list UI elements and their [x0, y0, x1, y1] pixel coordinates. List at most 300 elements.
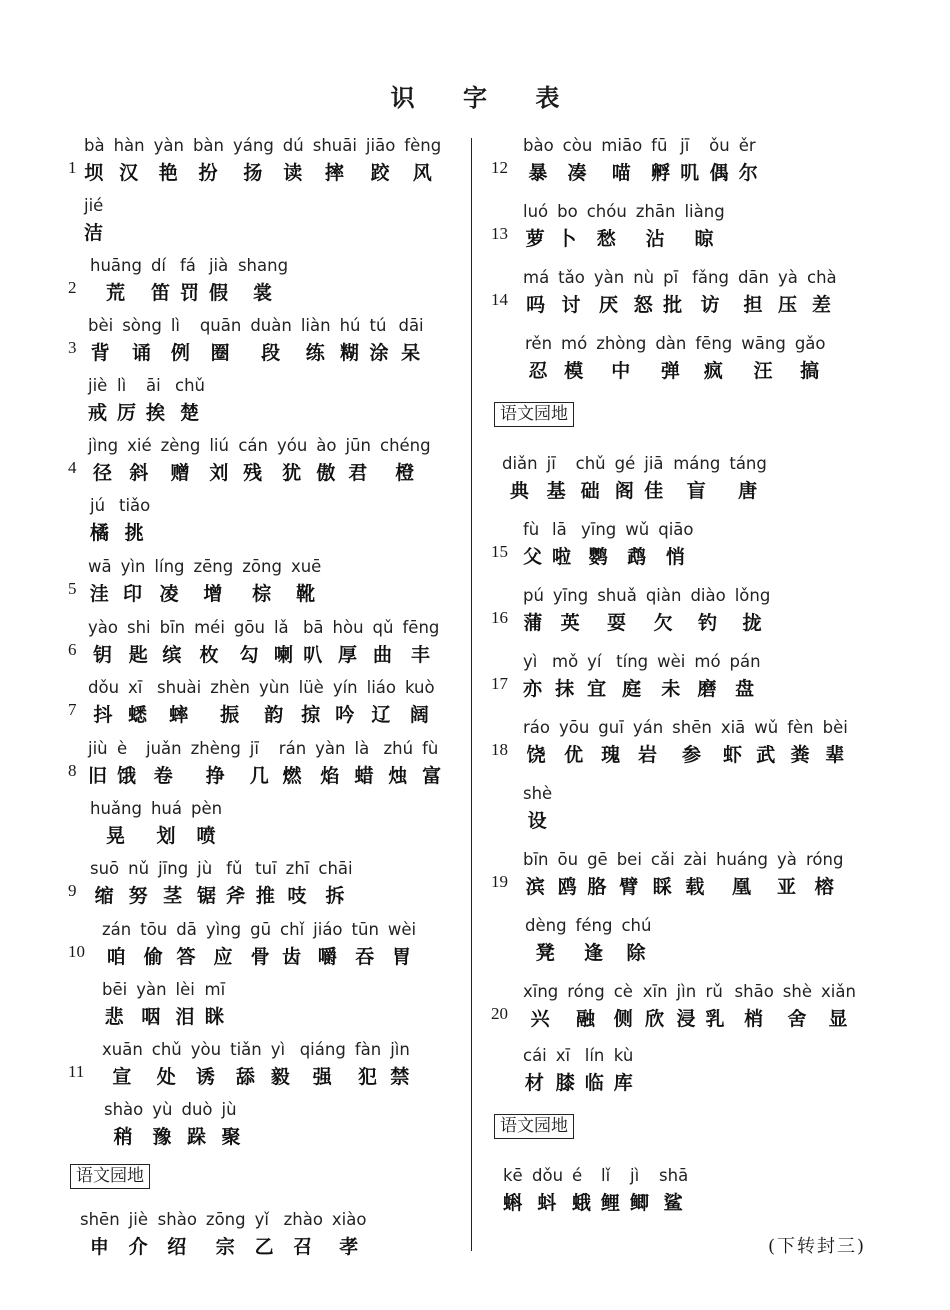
hanzi-character: 蝌: [503, 1192, 523, 1214]
hanzi-character: 楚: [179, 402, 199, 424]
pinyin: wèi: [387, 920, 417, 939]
hanzi-character: 刘: [209, 462, 229, 484]
hanzi-character: 基: [546, 480, 566, 502]
hanzi-character: 卷: [153, 765, 173, 787]
pinyin: chāi: [318, 859, 353, 878]
column-divider: [471, 138, 472, 1251]
hanzi-character: 滨: [525, 876, 545, 898]
hanzi-character: 叭: [303, 644, 323, 666]
lesson-number: 4: [68, 458, 77, 477]
pinyin: dǒu: [88, 678, 120, 697]
hanzi-character: 韵: [264, 704, 284, 726]
pinyin: fù: [523, 520, 540, 539]
hanzi-character: 风: [412, 162, 432, 184]
hanzi-character: 答: [176, 946, 196, 968]
hanzi-character: 汪: [753, 360, 773, 382]
hanzi-character: 父: [523, 546, 543, 568]
hanzi-character: 蟀: [169, 704, 189, 726]
pinyin: xuē: [290, 557, 322, 576]
pinyin: zhī: [285, 859, 310, 878]
pinyin: bào: [523, 136, 554, 155]
hanzi-character: 愁: [596, 228, 616, 250]
pinyin: lǒng: [734, 586, 771, 605]
hanzi-character: 缩: [94, 885, 114, 907]
lesson-number: 16: [491, 608, 508, 627]
hanzi-character: 弹: [660, 360, 680, 382]
pinyin: fá: [179, 256, 196, 275]
hanzi-character: 毅: [270, 1066, 290, 1088]
hanzi-character: 臂: [619, 876, 639, 898]
pinyin: lì: [117, 376, 127, 395]
pinyin: ǒu: [709, 136, 730, 155]
pinyin: pán: [729, 652, 761, 671]
pinyin: jiāo: [365, 136, 396, 155]
hanzi-character: 绍: [167, 1236, 187, 1258]
hanzi-character: 曲: [373, 644, 393, 666]
pinyin: shuāi: [312, 136, 357, 155]
pinyin: yì: [523, 652, 538, 671]
pinyin: shuài: [157, 678, 202, 697]
hanzi-character: 亚: [776, 876, 796, 898]
hanzi-character: 喇: [273, 644, 293, 666]
hanzi-character: 跤: [370, 162, 390, 184]
pinyin: táng: [729, 454, 767, 473]
hanzi-character: 处: [156, 1066, 176, 1088]
hanzi-character: 悄: [665, 546, 685, 568]
hanzi-character: 斜: [129, 462, 149, 484]
hanzi-character: 睬: [652, 876, 672, 898]
pinyin: bo: [557, 202, 578, 221]
hanzi-character: 咱: [106, 946, 126, 968]
hanzi-character: 英: [560, 612, 580, 634]
pinyin: jìn: [676, 982, 697, 1001]
pinyin: chà: [807, 268, 837, 287]
pinyin: là: [354, 739, 370, 758]
hanzi-character: 笛: [150, 282, 170, 304]
lesson-number: 18: [491, 740, 508, 759]
hanzi-character: 压: [778, 294, 798, 316]
hanzi-character: 焰: [320, 765, 340, 787]
pinyin: pī: [663, 268, 679, 287]
pinyin: féng: [575, 916, 613, 935]
hanzi-character: 跺: [186, 1126, 206, 1148]
hanzi-character: 差: [811, 294, 831, 316]
hanzi-character: 担: [743, 294, 763, 316]
pinyin: yìng: [205, 920, 242, 939]
pinyin: liàn: [300, 316, 331, 335]
lesson-number: 15: [491, 542, 508, 561]
hanzi-character: 亦: [523, 678, 543, 700]
pinyin: yà: [778, 268, 798, 287]
pinyin: zán: [102, 920, 132, 939]
pinyin: jù: [197, 859, 213, 878]
hanzi-character: 增: [203, 583, 223, 605]
hanzi-character: 偷: [143, 946, 163, 968]
hanzi-character: 推: [255, 885, 275, 907]
hanzi-character: 拢: [742, 612, 762, 634]
hanzi-character: 罚: [179, 282, 199, 304]
pinyin: yán: [632, 718, 664, 737]
hanzi-character: 蜡: [354, 765, 374, 787]
pinyin: mó: [694, 652, 721, 671]
pinyin: yí: [587, 652, 602, 671]
hanzi-character: 浸: [676, 1008, 696, 1030]
lesson-number: 12: [491, 158, 508, 177]
hanzi-character: 孝: [339, 1236, 359, 1258]
pinyin: gū: [250, 920, 272, 939]
pinyin: luó: [523, 202, 549, 221]
pinyin: jī: [680, 136, 690, 155]
pinyin: dèng: [525, 916, 567, 935]
hanzi-character: 凰: [732, 876, 752, 898]
hanzi-character: 旧: [88, 765, 108, 787]
pinyin: shang: [237, 256, 289, 275]
hanzi-character: 斧: [226, 885, 246, 907]
hanzi-character: 赠: [170, 462, 190, 484]
hanzi-character: 武: [756, 744, 776, 766]
hanzi-character: 艳: [158, 162, 178, 184]
lesson-number: 6: [68, 640, 77, 659]
pinyin: fàn: [354, 1040, 382, 1059]
hanzi-character: 唐: [738, 480, 758, 502]
pinyin: méi: [194, 618, 225, 637]
pinyin: nǔ: [128, 859, 150, 878]
pinyin: yóu: [276, 436, 308, 455]
lesson-number: 13: [491, 224, 508, 243]
pinyin: yàn: [315, 739, 346, 758]
pinyin: yà: [776, 850, 797, 869]
page-title: 识 字 表: [390, 84, 580, 112]
hanzi-character: 骨: [250, 946, 270, 968]
pinyin: bīn: [523, 850, 549, 869]
pinyin: líng: [154, 557, 185, 576]
lesson-number: 2: [68, 278, 77, 297]
hanzi-character: 舍: [787, 1008, 807, 1030]
hanzi-character: 介: [128, 1236, 148, 1258]
pinyin: róng: [805, 850, 844, 869]
hanzi-character: 几: [249, 765, 269, 787]
pinyin: jú: [90, 496, 106, 515]
lesson-number: 20: [491, 1004, 508, 1023]
pinyin: tuī: [255, 859, 277, 878]
hanzi-character: 掠: [301, 704, 321, 726]
hanzi-character: 膝: [555, 1072, 575, 1094]
hanzi-character: 扮: [198, 162, 218, 184]
pinyin: yōu: [558, 718, 590, 737]
pinyin: cán: [238, 436, 268, 455]
pinyin: cǎi: [650, 850, 675, 869]
lesson-number: 10: [68, 942, 85, 961]
hanzi-character: 设: [527, 810, 547, 832]
hanzi-character: 阁: [614, 480, 634, 502]
hanzi-character: 呆: [401, 342, 421, 364]
pinyin: zhèng: [190, 739, 241, 758]
hanzi-character: 喵: [611, 162, 631, 184]
hanzi-character: 抹: [555, 678, 575, 700]
hanzi-character: 忍: [528, 360, 548, 382]
hanzi-character: 烛: [388, 765, 408, 787]
hanzi-character: 划: [156, 825, 176, 847]
hanzi-character: 坝: [84, 162, 104, 184]
pinyin: lǐ: [601, 1166, 611, 1185]
hanzi-character: 欠: [653, 612, 673, 634]
pinyin: yáng: [232, 136, 274, 155]
hanzi-character: 中: [611, 360, 631, 382]
pinyin: zhèn: [210, 678, 250, 697]
lesson-number: 17: [491, 674, 508, 693]
pinyin: gōu: [233, 618, 265, 637]
hanzi-character: 厌: [599, 294, 619, 316]
hanzi-character: 饶: [526, 744, 546, 766]
hanzi-character: 胳: [587, 876, 607, 898]
pinyin: shào: [157, 1210, 197, 1229]
pinyin: āi: [146, 376, 161, 395]
hanzi-character: 鲨: [663, 1192, 683, 1214]
hanzi-character: 犹: [282, 462, 302, 484]
hanzi-character: 孵: [651, 162, 671, 184]
hanzi-character: 鹉: [627, 546, 647, 568]
hanzi-character: 荒: [105, 282, 125, 304]
hanzi-character: 显: [828, 1008, 848, 1030]
pinyin: kù: [613, 1046, 634, 1065]
hanzi-character: 访: [700, 294, 720, 316]
pinyin: lèi: [175, 980, 195, 999]
section-heading: 语文园地: [494, 402, 574, 427]
hanzi-character: 戒: [88, 402, 108, 424]
pinyin: fèng: [404, 136, 442, 155]
hanzi-character: 橘: [90, 522, 110, 544]
pinyin: bèi: [822, 718, 848, 737]
hanzi-character: 蟋: [128, 704, 148, 726]
hanzi-character: 勾: [239, 644, 259, 666]
hanzi-character: 岩: [637, 744, 657, 766]
hanzi-character: 讨: [561, 294, 581, 316]
hanzi-character: 参: [681, 744, 701, 766]
pinyin: guī: [598, 718, 624, 737]
hanzi-character: 模: [564, 360, 584, 382]
hanzi-character: 辈: [825, 744, 845, 766]
pinyin: chǔ: [175, 376, 205, 395]
pinyin: máng: [673, 454, 721, 473]
pinyin: yīng: [552, 586, 589, 605]
pinyin: pú: [523, 586, 544, 605]
hanzi-character: 怒: [633, 294, 653, 316]
pinyin: duò: [181, 1100, 213, 1119]
pinyin: dú: [282, 136, 304, 155]
pinyin: dān: [737, 268, 769, 287]
pinyin: hú: [339, 316, 361, 335]
hanzi-character: 搞: [800, 360, 820, 382]
hanzi-character: 茎: [163, 885, 183, 907]
hanzi-character: 暴: [528, 162, 548, 184]
pinyin: zhān: [635, 202, 676, 221]
hanzi-character: 蒲: [523, 612, 543, 634]
hanzi-character: 挣: [205, 765, 225, 787]
pinyin: zōng: [205, 1210, 246, 1229]
hanzi-character: 厚: [338, 644, 358, 666]
hanzi-character: 乙: [254, 1236, 274, 1258]
pinyin: cè: [613, 982, 633, 1001]
pinyin: tǎo: [558, 268, 585, 287]
pinyin: jià: [208, 256, 229, 275]
pinyin: chǔ: [575, 454, 606, 473]
pinyin: tiǎo: [119, 496, 151, 515]
hanzi-character: 阔: [409, 704, 429, 726]
pinyin: tú: [369, 316, 387, 335]
pinyin: zèng: [160, 436, 201, 455]
pinyin: bīn: [159, 618, 186, 637]
hanzi-character: 钓: [698, 612, 718, 634]
pinyin: xīn: [642, 982, 668, 1001]
pinyin: ráo: [523, 718, 550, 737]
pinyin: shēn: [672, 718, 712, 737]
pinyin: gǎo: [794, 334, 826, 353]
pinyin: wǔ: [754, 718, 779, 737]
pinyin: quān: [199, 316, 242, 335]
hanzi-character: 粪: [790, 744, 810, 766]
pinyin: chú: [621, 916, 652, 935]
hanzi-character: 圈: [210, 342, 230, 364]
hanzi-character: 诱: [195, 1066, 215, 1088]
hanzi-character: 础: [580, 480, 600, 502]
pinyin: shi: [126, 618, 151, 637]
lesson-number: 14: [491, 290, 508, 309]
pinyin: é: [572, 1166, 583, 1185]
hanzi-character: 侧: [613, 1008, 633, 1030]
hanzi-character: 盲: [686, 480, 706, 502]
pinyin: dā: [176, 920, 197, 939]
hanzi-character: 裳: [253, 282, 273, 304]
hanzi-character: 鲤: [601, 1192, 621, 1214]
hanzi-character: 瑰: [601, 744, 621, 766]
pinyin: lín: [584, 1046, 605, 1065]
hanzi-character: 摔: [324, 162, 344, 184]
lesson-number: 9: [68, 881, 77, 900]
pinyin: yòu: [190, 1040, 222, 1059]
pinyin: mǒ: [552, 652, 579, 671]
pinyin: zhòng: [596, 334, 647, 353]
pinyin: ōu: [557, 850, 579, 869]
pinyin: bà: [84, 136, 105, 155]
pinyin: shào: [104, 1100, 144, 1119]
pinyin: tūn: [351, 920, 379, 939]
pinyin: jī: [249, 739, 259, 758]
pinyin: huāng: [90, 256, 142, 275]
pinyin: xīng: [523, 982, 559, 1001]
hanzi-character: 犯: [358, 1066, 378, 1088]
pinyin: chóu: [586, 202, 627, 221]
pinyin: yīng: [581, 520, 617, 539]
pinyin: zhào: [283, 1210, 323, 1229]
pinyin: zēng: [193, 557, 234, 576]
pinyin: xiā: [720, 718, 746, 737]
hanzi-character: 傲: [316, 462, 336, 484]
hanzi-character: 应: [213, 946, 233, 968]
pinyin: jìn: [390, 1040, 410, 1059]
hanzi-character: 背: [90, 342, 110, 364]
pinyin: è: [117, 739, 128, 758]
hanzi-character: 申: [89, 1236, 109, 1258]
pinyin: jūn: [345, 436, 371, 455]
hanzi-character: 融: [576, 1008, 596, 1030]
hanzi-character: 胃: [392, 946, 412, 968]
lesson-number: 3: [68, 338, 77, 357]
hanzi-character: 挨: [146, 402, 166, 424]
pinyin: fù: [422, 739, 439, 758]
pinyin: cái: [523, 1046, 547, 1065]
footer-note: (下转封三): [768, 1236, 867, 1257]
pinyin: yǐ: [254, 1210, 269, 1229]
hanzi-character: 泪: [175, 1006, 195, 1028]
pinyin: qiáng: [299, 1040, 346, 1059]
pinyin: shāo: [734, 982, 774, 1001]
hanzi-character: 盘: [735, 678, 755, 700]
hanzi-character: 榕: [814, 876, 834, 898]
pinyin: bā: [302, 618, 324, 637]
pinyin: wāng: [741, 334, 786, 353]
pinyin: dāi: [398, 316, 424, 335]
hanzi-character: 努: [128, 885, 148, 907]
pinyin: jiù: [88, 739, 108, 758]
hanzi-character: 吗: [526, 294, 546, 316]
pinyin: shuǎ: [597, 586, 637, 605]
lesson-number: 5: [68, 579, 77, 598]
hanzi-character: 宣: [112, 1066, 132, 1088]
hanzi-character: 宗: [215, 1236, 235, 1258]
pinyin: shè: [782, 982, 812, 1001]
hanzi-character: 临: [584, 1072, 604, 1094]
pinyin: ào: [316, 436, 337, 455]
pinyin: rǔ: [705, 982, 723, 1001]
hanzi-character: 晾: [694, 228, 714, 250]
pinyin: jì: [630, 1166, 640, 1185]
pinyin: tiǎn: [230, 1040, 262, 1059]
pinyin: jù: [221, 1100, 237, 1119]
pinyin: yàn: [136, 980, 167, 999]
hanzi-character: 棕: [252, 583, 272, 605]
pinyin: xié: [127, 436, 152, 455]
hanzi-character: 缤: [162, 644, 182, 666]
hanzi-character: 未: [661, 678, 681, 700]
pinyin: liú: [209, 436, 229, 455]
hanzi-character: 匙: [128, 644, 148, 666]
pinyin: xiǎn: [820, 982, 856, 1001]
hanzi-character: 锯: [197, 885, 217, 907]
pinyin: zōng: [242, 557, 282, 576]
pinyin: yùn: [258, 678, 290, 697]
pinyin: ěr: [738, 136, 756, 155]
pinyin: qiàn: [645, 586, 682, 605]
hanzi-character: 蚪: [537, 1192, 557, 1214]
hanzi-character: 糊: [340, 342, 360, 364]
hanzi-character: 载: [685, 876, 705, 898]
lesson-number: 11: [68, 1062, 85, 1081]
pinyin: bēi: [102, 980, 128, 999]
pinyin: chǔ: [151, 1040, 182, 1059]
pinyin: yìn: [120, 557, 146, 576]
hanzi-character: 虾: [723, 744, 743, 766]
lesson-number: 1: [68, 158, 77, 177]
pinyin: yù: [152, 1100, 173, 1119]
pinyin: dàn: [655, 334, 687, 353]
hanzi-character: 批: [663, 294, 683, 316]
pinyin: jīng: [158, 859, 189, 878]
hanzi-character: 橙: [395, 462, 415, 484]
pinyin: zhú: [383, 739, 414, 758]
pinyin: yín: [332, 678, 358, 697]
hanzi-character: 嚼: [317, 946, 337, 968]
hanzi-character: 强: [312, 1066, 332, 1088]
